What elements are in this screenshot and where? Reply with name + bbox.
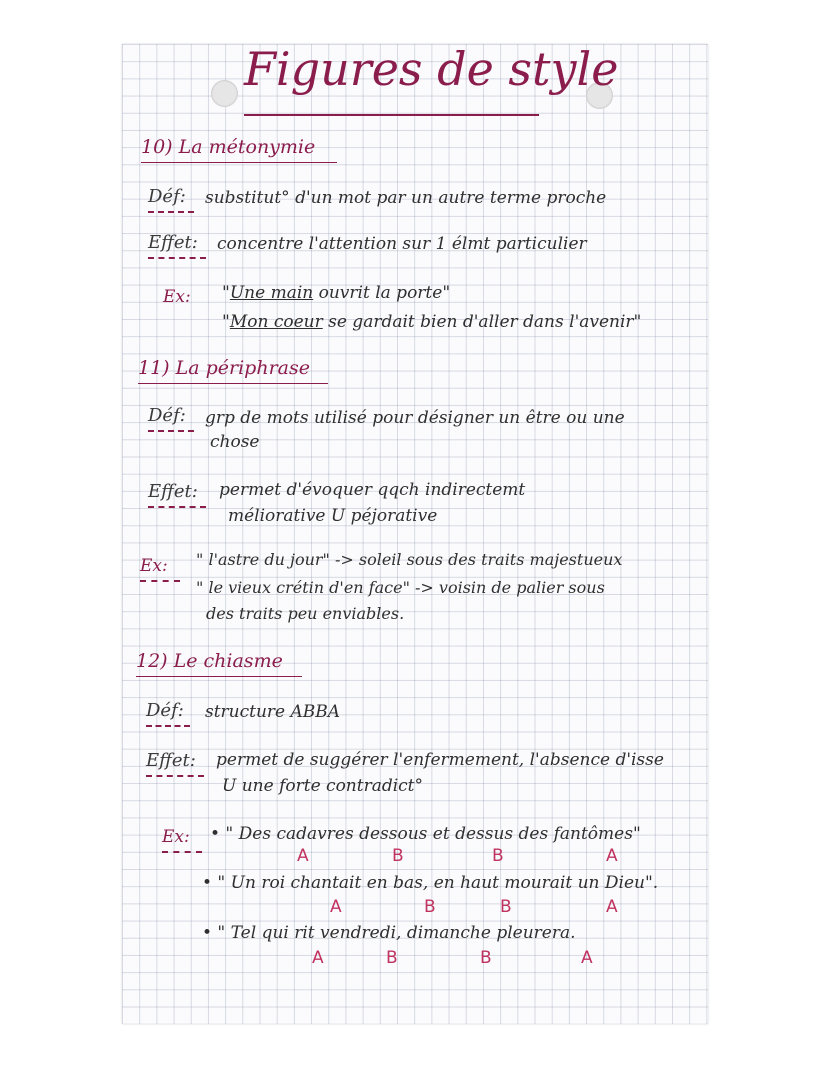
label-dash [148, 430, 194, 432]
example-line: "Mon coeur se gardait bien d'aller dans l'avenir" [222, 312, 642, 332]
abba-mark: A [297, 846, 309, 866]
label-dash [146, 775, 204, 777]
section-heading-periphrase: 11) La périphrase [138, 357, 310, 379]
example-line: des traits peu enviables. [206, 604, 405, 623]
heading-underline [141, 162, 337, 163]
abba-mark: B [386, 948, 398, 968]
ex-label: Ex: [162, 827, 190, 847]
example-line: • " Un roi chantait en bas, en haut mourait un Dieu". [202, 873, 659, 893]
label-dash [146, 725, 190, 727]
label-dash [140, 580, 180, 582]
def-label: Déf: [148, 405, 186, 426]
def-label: Déf: [148, 186, 186, 207]
definition-text: structure ABBA [205, 702, 341, 722]
effet-label: Effet: [148, 481, 198, 502]
punch-hole-left [211, 80, 238, 107]
heading-underline [136, 676, 302, 677]
abba-mark: A [606, 897, 618, 917]
effet-label: Effet: [148, 232, 198, 253]
heading-underline [138, 383, 328, 384]
abba-mark: B [424, 897, 436, 917]
abba-mark: B [500, 897, 512, 917]
abba-mark: B [392, 846, 404, 866]
effet-text: U une forte contradict° [222, 776, 424, 796]
definition-text: chose [210, 432, 260, 452]
abba-mark: B [480, 948, 492, 968]
abba-mark: B [492, 846, 504, 866]
section-heading-chiasme: 12) Le chiasme [136, 650, 283, 672]
abba-mark: A [581, 948, 593, 968]
effet-text: méliorative U péjorative [228, 506, 438, 526]
label-dash [162, 851, 202, 853]
label-dash [148, 211, 194, 213]
ex-label: Ex: [140, 556, 168, 576]
ex-label: Ex: [163, 287, 191, 307]
example-line: " l'astre du jour" -> soleil sous des traits majestueux [196, 550, 623, 569]
label-dash [148, 257, 206, 259]
page-title: Figures de style [244, 42, 619, 96]
abba-mark: A [312, 948, 324, 968]
definition-text: substitut° d'un mot par un autre terme proche [205, 188, 607, 208]
effet-text: permet de suggérer l'enfermement, l'absence d'isse [216, 750, 664, 770]
section-heading-metonymie: 10) La métonymie [141, 136, 316, 158]
def-label: Déf: [146, 700, 184, 721]
example-line: • " Tel qui rit vendredi, dimanche pleurera. [202, 923, 576, 943]
abba-mark: A [330, 897, 342, 917]
label-dash [148, 506, 206, 508]
example-line: "Une main ouvrit la porte" [222, 283, 451, 303]
effet-label: Effet: [146, 750, 196, 771]
definition-text: grp de mots utilisé pour désigner un être ou une [205, 408, 625, 428]
example-line: • " Des cadavres dessous et dessus des fantômes" [210, 824, 641, 844]
example-line: " le vieux crétin d'en face" -> voisin de palier sous [196, 578, 605, 597]
effet-text: permet d'évoquer qqch indirectemt [219, 480, 526, 500]
title-underline [244, 114, 539, 116]
effet-text: concentre l'attention sur 1 élmt particulier [217, 234, 587, 254]
abba-mark: A [606, 846, 618, 866]
